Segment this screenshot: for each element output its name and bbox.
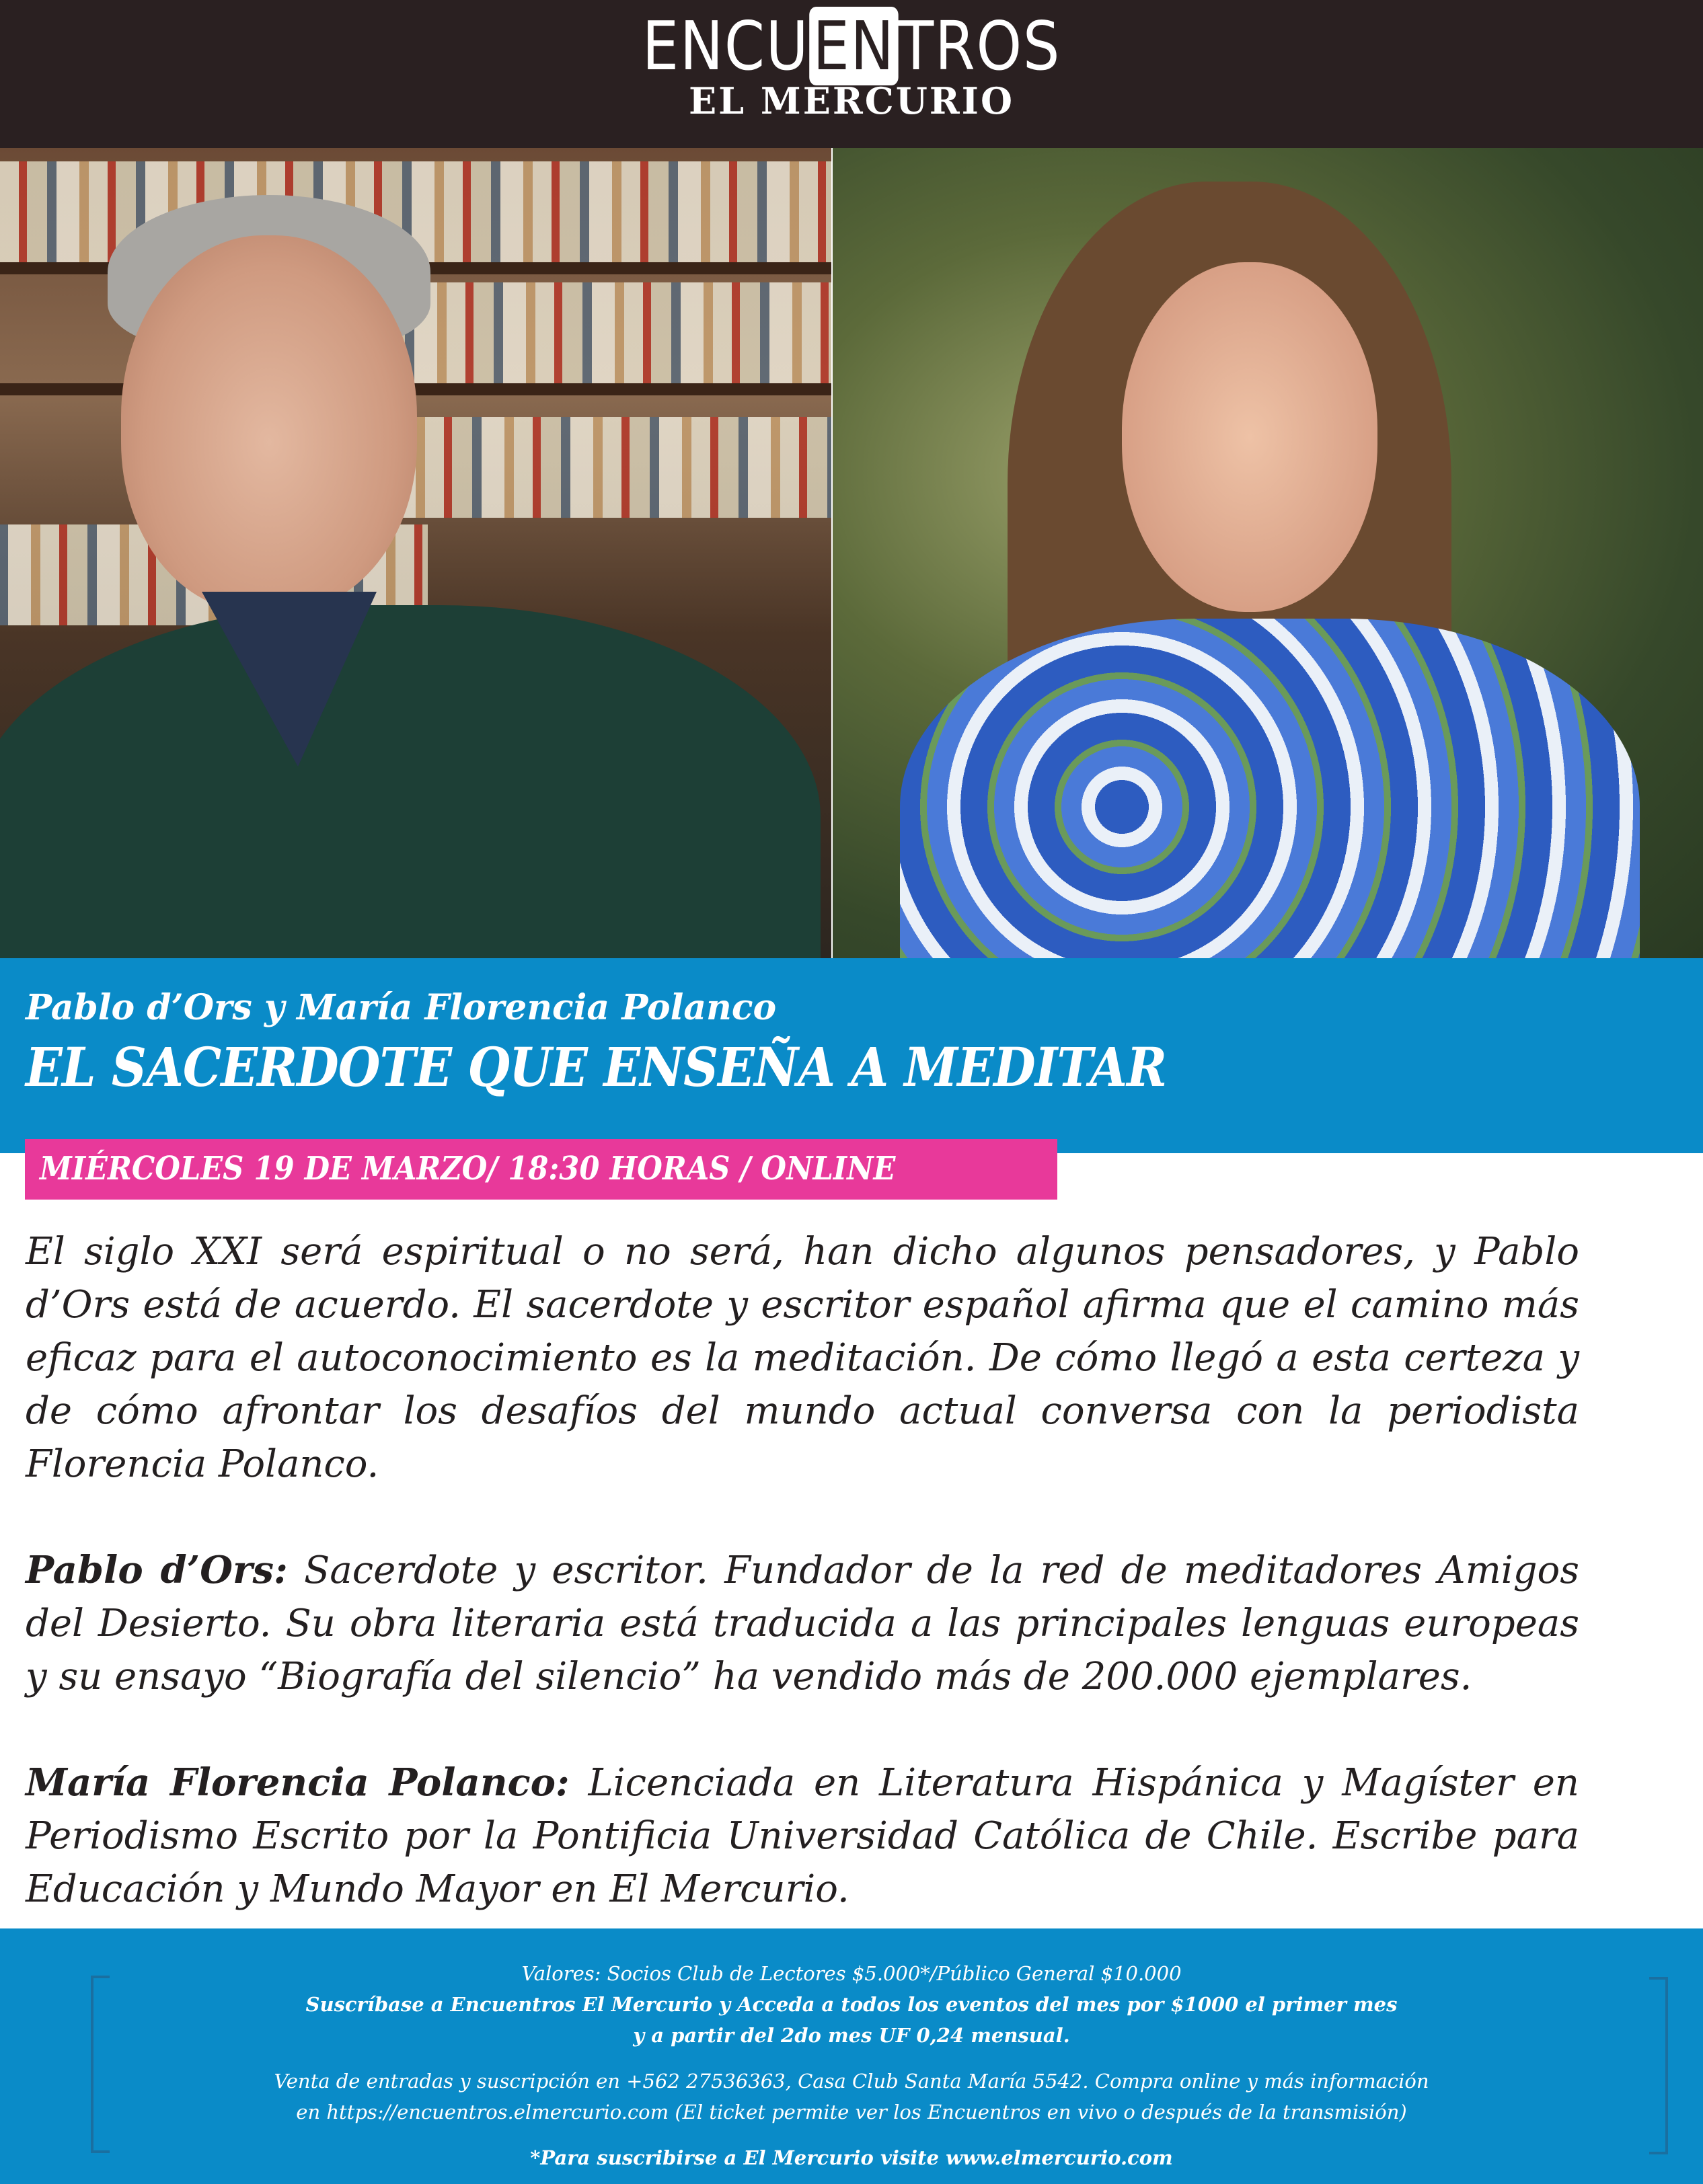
footer bbox=[0, 1928, 1703, 2184]
face bbox=[121, 235, 417, 612]
face bbox=[1122, 262, 1377, 612]
description bbox=[26, 1225, 1579, 1969]
logo-text-2: TROS bbox=[898, 7, 1061, 85]
photo-maria-florencia-polanco bbox=[833, 148, 1703, 958]
bio-text: Sacerdote y escritor. Fundador de la red de meditadores Amigos del Desierto. Su obra literaria está traducida a las principales lenguas europeas y su ensayo “Biografía del silencio” ha vendido más de 200.000 ejemplares. bbox=[26, 1549, 1579, 1699]
encuentros-logo bbox=[119, 9, 1584, 83]
subscribe-line-2: y a partir del 2do mes UF 0,24 mensual. bbox=[633, 2024, 1070, 2047]
bracket-decoration bbox=[91, 1976, 110, 2153]
sales-line-2: en https://encuentros.elmercurio.com (El ticket permite ver los Encuentros en vivo o después de la transmisión) bbox=[296, 2101, 1407, 2123]
prices: Valores: Socios Club de Lectores $5.000*/Público General $10.000 bbox=[521, 1962, 1182, 1985]
speakers: Pablo d’Ors y María Florencia Polanco bbox=[26, 987, 777, 1028]
subscription-note: *Para suscribirse a El Mercurio visite www.elmercurio.com bbox=[530, 2146, 1173, 2169]
event-date: MIÉRCOLES 19 DE MARZO/ 18:30 HORAS / ONLINE bbox=[40, 1150, 896, 1187]
el-mercurio-logo: EL MERCURIO bbox=[689, 79, 1014, 122]
sales-line-1: Venta de entradas y suscripción en +562 27536363, Casa Club Santa María 5542. Compra online y más información bbox=[274, 2070, 1429, 2093]
subscribe-line-1: Suscríbase a Encuentros El Mercurio y Acceda a todos los eventos del mes por $1000 el primer mes bbox=[305, 1993, 1398, 2016]
bracket-decoration bbox=[1649, 1977, 1668, 2154]
event-title: EL SACERDOTE QUE ENSEÑA A MEDITAR bbox=[26, 1036, 1167, 1099]
logo-text-1: ENCU bbox=[642, 7, 810, 85]
bio-name: María Florencia Polanco: bbox=[26, 1760, 570, 1805]
sweater bbox=[0, 605, 821, 958]
bio-maria bbox=[26, 1756, 1579, 1916]
header bbox=[0, 0, 1703, 148]
logo-highlight: EN bbox=[809, 7, 898, 85]
date-bar bbox=[25, 1139, 1057, 1200]
floral-shirt bbox=[900, 619, 1640, 958]
bio-name: Pablo d’Ors: bbox=[26, 1548, 288, 1592]
bio-text: Licenciada en Literatura Hispánica y Magíster en Periodismo Escrito por la Pontificia Universidad Católica de Chile. Escribe para Educación y Mundo Mayor en El Mercurio. bbox=[26, 1761, 1579, 1911]
photo-pablo-dors bbox=[0, 148, 831, 958]
bio-pablo bbox=[26, 1544, 1579, 1703]
intro-paragraph: El siglo XXI será espiritual o no será, han dicho algunos pensadores, y Pablo d’Ors está de acuerdo. El sacerdote y escritor español afirma que el camino más eficaz para el autoconocimiento es la meditación. De cómo llegó a esta certeza y de cómo afrontar los desafíos del mundo actual conversa con la periodista Florencia Polanco. bbox=[26, 1230, 1579, 1486]
